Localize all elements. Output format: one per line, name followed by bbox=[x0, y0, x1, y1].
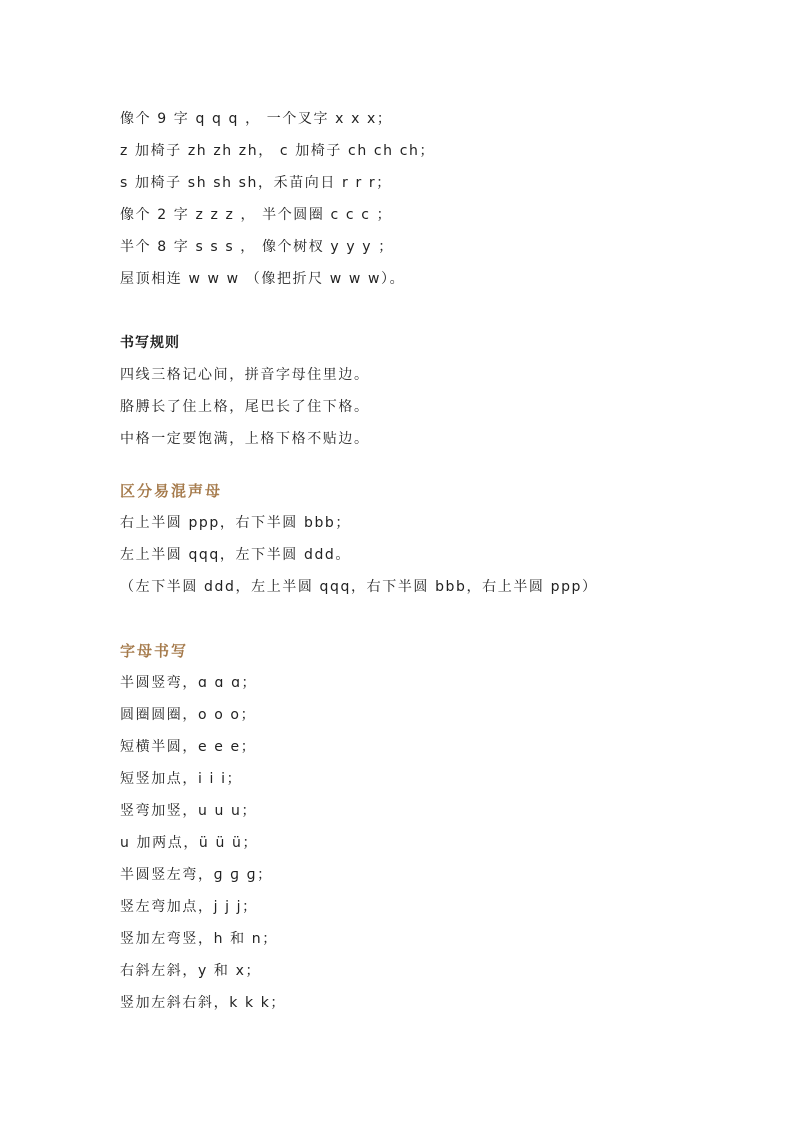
distinguish-line-2: 左上半圆 qqq，左下半圆 ddd。 bbox=[120, 547, 352, 563]
rule-line-2: 胳膊长了住上格，尾巴长了住下格。 bbox=[120, 399, 370, 415]
letter-line-3: 短横半圆，e e e； bbox=[120, 739, 257, 755]
letter-line-2: 圆圈圆圈，o o o； bbox=[120, 707, 257, 723]
rhyme-line-4: 像个 2 字 z z z ， 半个圆圈 c c c ； bbox=[120, 207, 393, 223]
rule-line-3: 中格一定要饱满，上格下格不贴边。 bbox=[120, 431, 370, 447]
letter-line-6: u 加两点，ü ü ü； bbox=[120, 835, 259, 851]
letter-line-9: 竖加左弯竖，h 和 n； bbox=[120, 931, 278, 947]
letter-line-7: 半圆竖左弯，ɡ ɡ ɡ； bbox=[120, 867, 273, 883]
section-heading-letter-writing: 字母书写 bbox=[120, 642, 189, 660]
rhyme-line-5: 半个 8 字 s s s ， 像个树杈 y y y ； bbox=[120, 239, 394, 255]
section-heading-distinguish: 区分易混声母 bbox=[120, 482, 223, 500]
letter-line-11: 竖加左斜右斜，k k k； bbox=[120, 995, 287, 1011]
distinguish-line-1: 右上半圆 ppp，右下半圆 bbb； bbox=[120, 515, 352, 531]
letter-line-1: 半圆竖弯，ɑ ɑ ɑ； bbox=[120, 675, 258, 691]
rhyme-line-3: s 加椅子 sh sh sh，禾苗向日 r r r； bbox=[120, 175, 392, 191]
letter-line-8: 竖左弯加点，j j j； bbox=[120, 899, 258, 915]
rhyme-line-1: 像个 9 字 q q q ， 一个叉字 x x x； bbox=[120, 111, 393, 127]
rhyme-line-2: z 加椅子 zh zh zh， c 加椅子 ch ch ch； bbox=[120, 143, 436, 159]
rule-line-1: 四线三格记心间，拼音字母住里边。 bbox=[120, 367, 370, 383]
rhyme-line-6: 屋顶相连 w w w （像把折尺 w w w）。 bbox=[120, 271, 406, 287]
section-heading-writing-rules: 书写规则 bbox=[120, 335, 180, 351]
letter-line-4: 短竖加点，i i i； bbox=[120, 771, 243, 787]
letter-line-10: 右斜左斜，y 和 x； bbox=[120, 963, 262, 979]
distinguish-line-3: （左下半圆 ddd，左上半圆 qqq，右下半圆 bbb，右上半圆 ppp） bbox=[120, 579, 598, 595]
letter-line-5: 竖弯加竖，u u u； bbox=[120, 803, 258, 819]
